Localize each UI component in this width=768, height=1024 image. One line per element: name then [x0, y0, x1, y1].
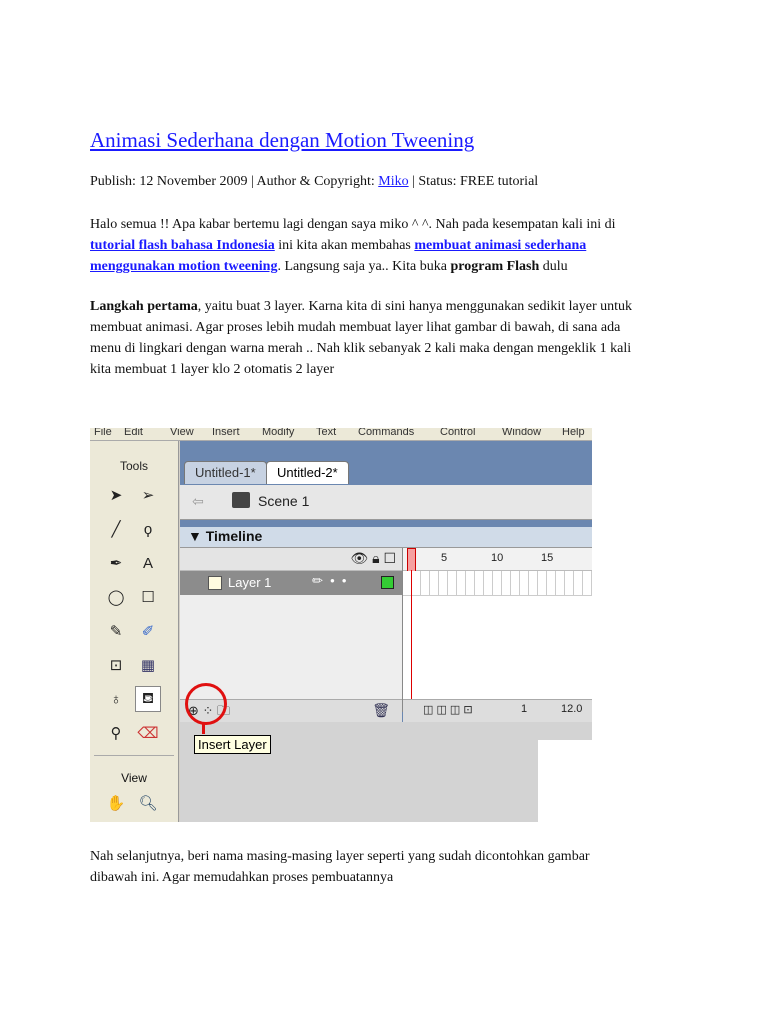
pen-tool-icon[interactable]: ✒ — [109, 555, 123, 572]
back-arrow-icon[interactable]: ⇦ — [192, 493, 204, 509]
langkah-pertama-bold: Langkah pertama — [90, 299, 198, 314]
timeline-header[interactable] — [180, 527, 592, 548]
p2-line1 — [90, 296, 690, 317]
line-tool-icon[interactable]: ╱ — [111, 521, 121, 538]
scene-clapper-icon — [232, 492, 250, 508]
brush-tool-icon[interactable]: ✐ — [141, 623, 155, 640]
frame-rate: 12.0 — [561, 703, 583, 715]
subselect-tool-icon[interactable]: ➢ — [141, 487, 155, 504]
free-transform-tool-icon[interactable]: ⊡ — [109, 657, 123, 674]
p3-line2: dibawah ini. Agar memudahkan proses pembuatannya — [90, 870, 394, 885]
fill-transform-tool-icon[interactable]: ▦ — [140, 657, 156, 674]
layer-color-swatch[interactable] — [381, 576, 394, 589]
menu-window[interactable]: Window — [502, 428, 542, 438]
ruler-5: 5 — [441, 552, 448, 564]
scene-bar — [180, 485, 592, 520]
layer-header-icons — [350, 550, 396, 567]
p1-line3 — [90, 256, 690, 277]
program-flash-bold: program Flash — [450, 259, 540, 274]
layer-edit-icons: ✏ • • — [312, 573, 347, 588]
p1-line1: Halo semua !! Apa kabar bertemu lagi dengan saya miko ^ ^. Nah pada kesempatan kali ini di — [90, 217, 616, 232]
p1-line3-end: dulu — [539, 259, 568, 274]
lock-icon[interactable]: 🔒︎ — [372, 550, 380, 566]
menu-view[interactable]: View — [170, 428, 194, 438]
flash-main-area — [180, 441, 592, 822]
meta-prefix: Publish: 12 November 2009 | Author & Copyright: — [90, 174, 379, 189]
red-highlight-circle — [185, 683, 227, 725]
outline-icon[interactable]: ☐ — [383, 550, 396, 566]
menu-text[interactable]: Text — [316, 428, 337, 438]
trash-icon[interactable]: 🗑 — [372, 702, 390, 718]
oval-tool-icon[interactable]: ◯ — [107, 589, 125, 606]
author-link[interactable]: Miko — [378, 174, 409, 189]
p2-line1-rest: , yaitu buat 3 layer. Karna kita di sini hanya menggunakan sedikit layer untuk — [197, 299, 633, 314]
tools-label: Tools — [119, 459, 148, 473]
tab-untitled-1[interactable]: Untitled-1* — [184, 461, 267, 484]
ruler-15: 15 — [541, 552, 554, 564]
paragraph-next — [90, 846, 690, 888]
frames-toolbar — [403, 699, 592, 722]
menu-control[interactable]: Control — [440, 428, 476, 438]
insert-layer-icons[interactable]: ⊕ ⁘ 🗀 — [188, 703, 231, 718]
document-tabs — [180, 453, 592, 485]
eye-icon[interactable]: 👁︎ — [350, 550, 369, 566]
link-tutorial-flash[interactable]: tutorial flash bahasa Indonesia — [90, 238, 275, 253]
paragraph-intro — [90, 214, 690, 277]
p2-line3: menu di lingkari dengan warna merah .. Nah klik sebanyak 2 kali maka dengan mengeklik 1 kali — [90, 341, 632, 356]
layer-icon — [208, 576, 222, 590]
red-highlight-pointer — [202, 722, 205, 734]
menu-help[interactable]: Help — [562, 428, 585, 438]
paragraph-step1 — [90, 296, 690, 380]
ruler-10: 10 — [491, 552, 504, 564]
article-title[interactable]: Animasi Sederhana dengan Motion Tweening — [90, 128, 475, 152]
menu-commands[interactable]: Commands — [358, 428, 415, 438]
article-meta — [90, 174, 538, 190]
lasso-tool-icon[interactable]: ϙ — [143, 520, 153, 538]
tools-panel — [90, 441, 179, 822]
layer-name[interactable]: Layer 1 — [228, 575, 272, 590]
menu-edit[interactable]: Edit — [124, 428, 143, 438]
eyedropper-tool-icon[interactable]: ⚲ — [110, 725, 122, 742]
scene-label[interactable]: Scene 1 — [258, 493, 310, 509]
menu-modify[interactable]: Modify — [262, 428, 295, 438]
p1-line3-rest: . Langsung saja ya.. Kita buka — [277, 259, 451, 274]
insert-layer-tooltip: Insert Layer — [194, 735, 271, 754]
tab-untitled-2[interactable]: Untitled-2* — [266, 461, 349, 484]
paint-bucket-tool-icon[interactable]: ⛾ — [135, 686, 161, 712]
text-tool-icon[interactable]: A — [142, 554, 153, 572]
stage-canvas[interactable] — [538, 740, 592, 822]
eraser-tool-icon[interactable]: ⌫ — [137, 725, 159, 742]
rectangle-tool-icon[interactable]: ☐ — [141, 589, 155, 606]
p1-line2-mid: ini kita akan membahas — [274, 238, 415, 253]
frames-panel — [403, 548, 592, 699]
p2-line4: kita membuat 1 layer klo 2 otomatis 2 layer — [90, 362, 335, 377]
current-frame: 1 — [521, 703, 528, 715]
layer-row[interactable] — [180, 571, 402, 595]
flash-menubar — [90, 428, 592, 441]
pencil-tool-icon[interactable]: ✎ — [109, 623, 123, 640]
menu-insert[interactable]: Insert — [212, 428, 240, 438]
menu-file[interactable]: File — [94, 428, 112, 438]
ink-bottle-tool-icon[interactable]: ♁ — [110, 690, 122, 708]
onion-skin-icons[interactable]: ◫ ◫ ◫ ⊡ — [423, 704, 473, 716]
frame-row[interactable] — [403, 571, 592, 596]
view-label: View — [121, 771, 147, 785]
tools-divider — [94, 755, 174, 756]
link-membuat-animasi-b[interactable]: menggunakan motion tweening — [90, 259, 278, 274]
timeline-label: ▼ Timeline — [188, 528, 263, 544]
frame-ruler — [403, 548, 592, 571]
meta-suffix: | Status: FREE tutorial — [408, 174, 539, 189]
arrow-tool-icon[interactable]: ➤ — [109, 487, 123, 504]
p1-line2 — [90, 235, 690, 256]
flash-screenshot — [90, 428, 592, 822]
p2-line2: membuat animasi. Agar proses lebih mudah membuat layer lihat gambar di bawah, di sana ada — [90, 320, 621, 335]
hand-tool-icon[interactable]: ✋ — [106, 795, 126, 812]
p3-line1: Nah selanjutnya, beri nama masing-masing layer seperti yang sudah dicontohkan gambar — [90, 849, 590, 864]
zoom-tool-icon[interactable]: 🔍︎ — [138, 795, 158, 812]
playhead[interactable] — [407, 548, 416, 572]
link-membuat-animasi-a[interactable]: membuat animasi sederhana — [414, 238, 587, 253]
layer-panel-header — [180, 548, 402, 571]
